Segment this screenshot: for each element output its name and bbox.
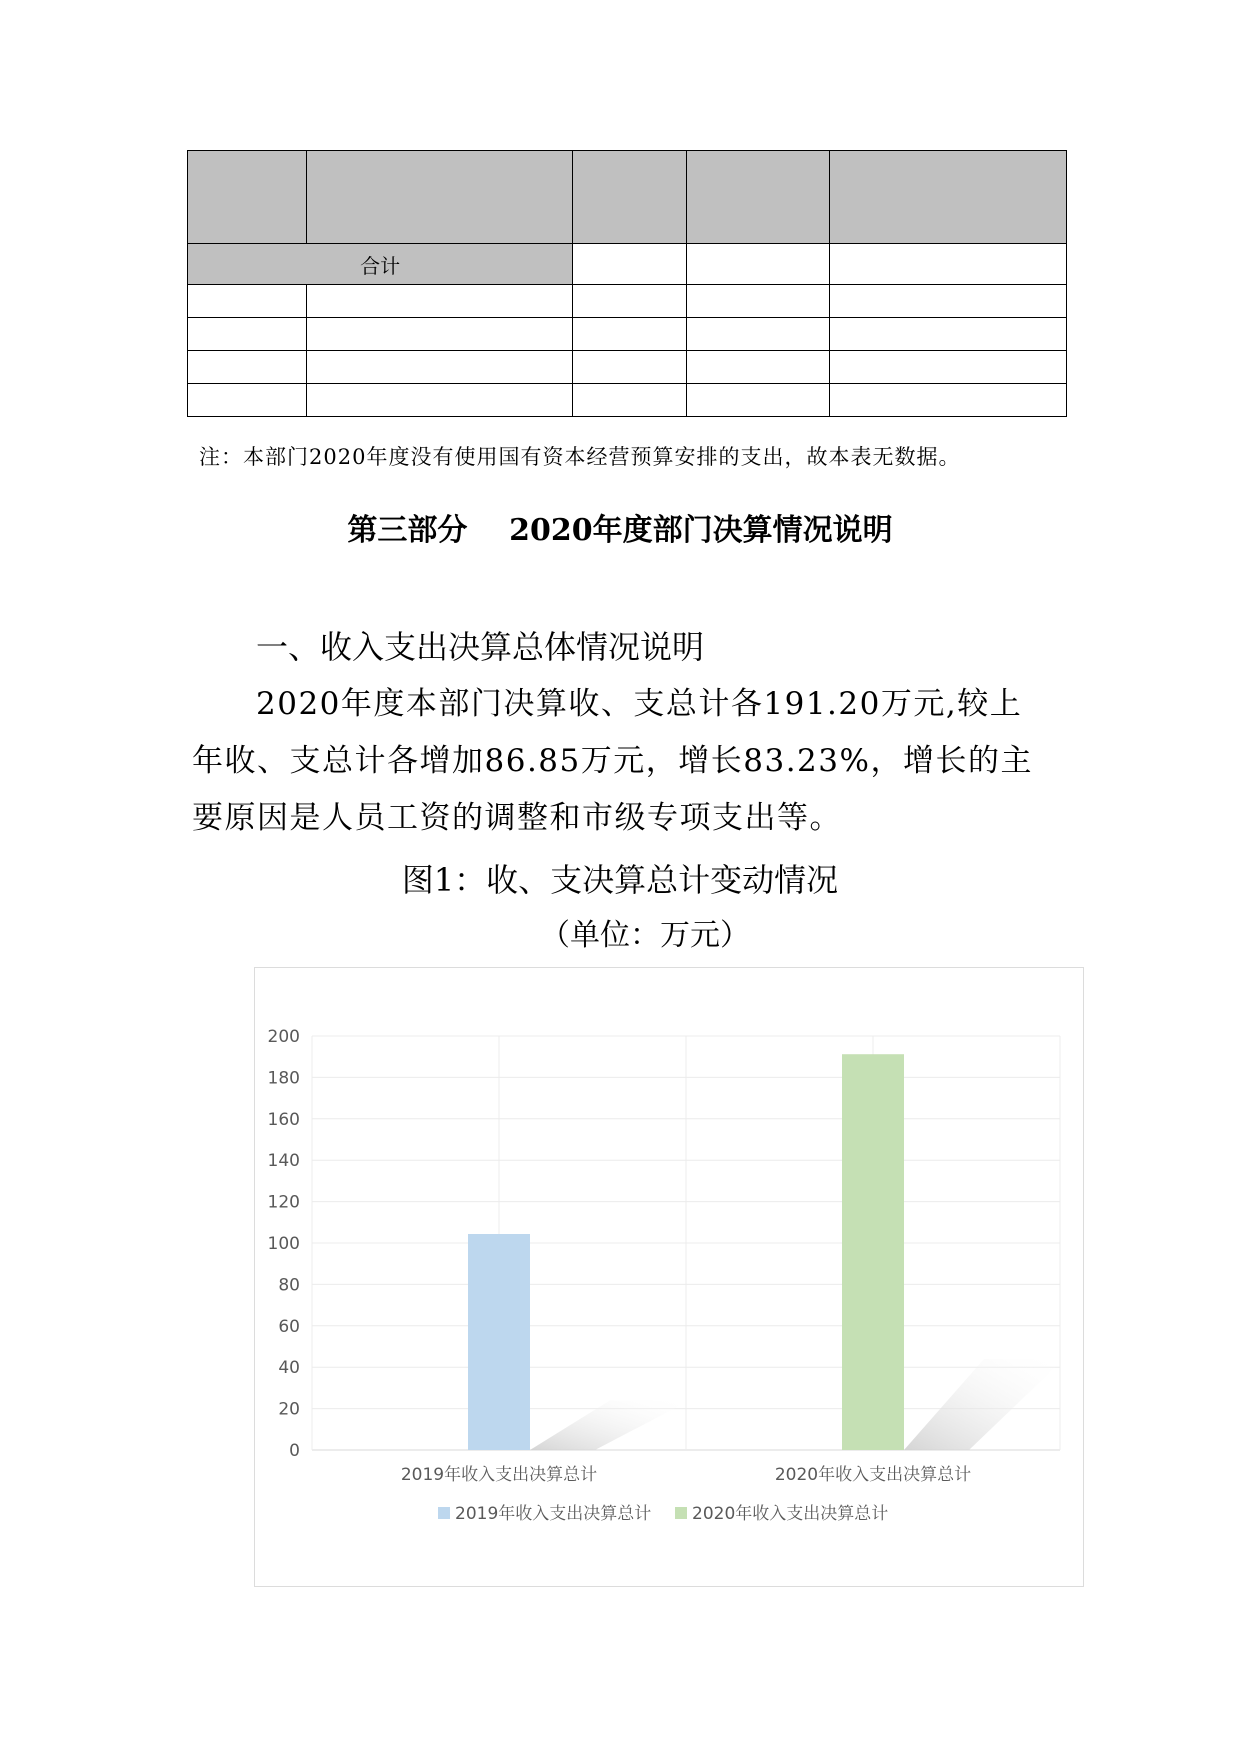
legend-label: 2019年收入支出决算总计 (455, 1504, 652, 1524)
legend-swatch (675, 1507, 687, 1519)
table-total-row (188, 244, 1067, 285)
figure-unit: （单位：万元） (540, 918, 750, 953)
chart-container (254, 967, 1084, 1587)
table-cell (686, 244, 829, 285)
budget-table (187, 150, 1067, 417)
table-header-cell (306, 151, 573, 244)
part-title: 第三部分 2020年度部门决算情况说明 (347, 513, 893, 548)
table-note: 注：本部门2020年度没有使用国有资本经营预算安排的支出，故本表无数据。 (199, 445, 961, 469)
table-row (188, 285, 1067, 318)
table-row (188, 318, 1067, 351)
bar-shadow (530, 1400, 690, 1450)
bar-shadow (904, 1359, 1064, 1450)
bar (468, 1234, 530, 1450)
y-tick-label: 160 (267, 1109, 300, 1130)
table-header-cell (829, 151, 1066, 244)
table-header-row (188, 151, 1067, 244)
y-tick-label: 180 (267, 1068, 300, 1089)
bar (842, 1054, 904, 1450)
y-tick-label: 60 (278, 1316, 300, 1337)
table-header-cell (573, 151, 687, 244)
x-tick-label: 2019年收入支出决算总计 (400, 1465, 598, 1485)
y-tick-label: 0 (289, 1441, 300, 1461)
table-total-label: 合计 (188, 244, 573, 285)
legend-swatch (438, 1507, 450, 1519)
table-header-cell (188, 151, 307, 244)
y-tick-label: 20 (278, 1399, 300, 1420)
y-tick-label: 120 (267, 1192, 300, 1213)
body-paragraph: 2020年度本部门决算收、支总计各191.20万元,较上年收、支总计各增加86.85万元，增长83.23%，增长的主要原因是人员工资的调整和市级专项支出等。 (192, 686, 1033, 836)
table-header-cell (686, 151, 829, 244)
table-row (188, 384, 1067, 417)
y-tick-label: 100 (267, 1234, 300, 1254)
table-cell (829, 244, 1066, 285)
legend-label: 2020年收入支出决算总计 (692, 1504, 889, 1524)
bar-chart (255, 968, 1083, 1586)
table-row (188, 351, 1067, 384)
table-cell (573, 244, 687, 285)
y-tick-label: 200 (267, 1027, 300, 1047)
y-tick-label: 80 (278, 1275, 300, 1296)
figure-title: 图1：收、支决算总计变动情况 (401, 861, 839, 899)
y-tick-label: 140 (267, 1151, 300, 1172)
section-heading: 一、收入支出决算总体情况说明 (256, 628, 705, 666)
y-tick-label: 40 (278, 1358, 300, 1379)
x-tick-label: 2020年收入支出决算总计 (774, 1465, 972, 1485)
